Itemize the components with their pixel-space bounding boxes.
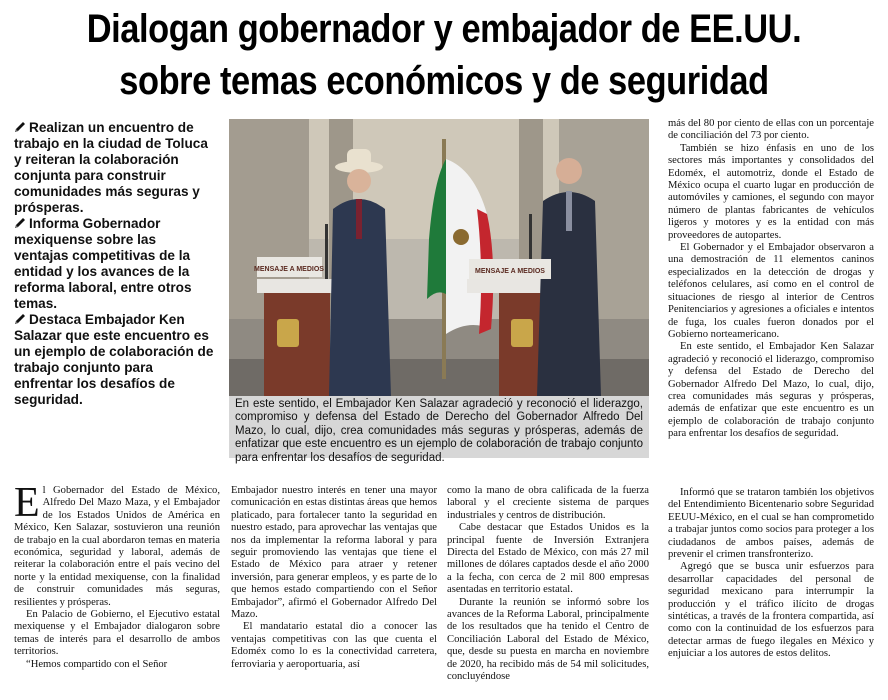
paragraph	[14, 480, 220, 609]
podium-sign-right: MENSAJE A MEDIOS	[475, 268, 545, 275]
pen-icon	[14, 217, 26, 229]
paragraph: También se hizo énfasis en uno de los sectores más importantes y consolidados del Edoméx, el automotriz, donde el Estado de México ocupa el cuarto lugar en producción de automóviles y camiones, el segundo con mayor número de plantas fabricantes de vehículos ligeros y motores y es la entidad con más proveedores de autopartes.	[668, 142, 874, 241]
paragraph: “Hemos compartido con el Señor	[26, 658, 168, 670]
pen-icon	[14, 313, 26, 325]
paragraph: Informó que se trataron también los objetivos del Entendimiento Bicentenario sobre Seguridad EEUU-México, en el cual se han comprometido a trabajar juntos como socios para proteger a los ciudadanos de ambos países, además de prevenir el crimen transfronterizo.	[668, 487, 874, 561]
highlight-text: Informa Gobernador mexiquense sobre las ventajas competitivas de la entidad y los avances de la reforma laboral, entre otros temas.	[14, 216, 192, 311]
highlight-item	[14, 216, 214, 312]
headline-line-1: Dialogan gobernador y embajador de EE.UU.	[86, 7, 802, 51]
article-photo	[229, 119, 649, 396]
paragraph: Embajador nuestro interés en tener una mayor comunicación en estas distintas áreas que hemos platicado, para fortalecer tanto la seguridad en nuestro estado, para aprovechar las ventajas que nos da implementar la reforma laboral y para seguir promoviendo las ventajas que tiene el Estado de México para atraer y retener inversión, para generar empleos, y es parte de lo que hemos estado compartiendo con el Señor Embajador”, afirmó el Gobernador Alfredo Del Mazo.	[231, 485, 437, 621]
photo-caption: En este sentido, el Embajador Ken Salazar agradeció y reconoció el liderazgo, compromiso y defensa del Estado de Derecho del Gobernador Alfredo Del Mazo, lo cual, dijo, crea comunidades más seguras y prósperas, además de enfatizar que este encuentro es un ejemplo de colaboración de trabajo conjunto para enfrentar los desafíos de seguridad.	[229, 396, 649, 458]
highlight-item	[14, 312, 214, 408]
paragraph: El mandatario estatal dio a conocer las ventajas competitivas con las que cuenta el Edoméx como lo es la conectividad carretera, ferroviaria y aeroportuaria, así	[231, 621, 437, 670]
highlight-item	[14, 120, 214, 216]
dropcap: E	[14, 480, 40, 526]
article-column-4-lower	[668, 487, 874, 661]
article-column-4	[668, 118, 874, 441]
article-column-3	[447, 485, 649, 684]
paragraph-text: l Gobernador del Estado de México, Alfredo Del Mazo Maza, y el Embajador de los Estados Unidos de América en México, Ken Salazar, sostuvieron una reunión de trabajo en la cual abordaron temas en materia económica, seguridad y laboral, además de reiterar la colaboración entre el país vecino del norte y la entidad mexiquense, con la finalidad de construir comunidades más seguras, resilientes y prósperas.	[14, 485, 220, 608]
paragraph: Durante la reunión se informó sobre los avances de la Reforma Laboral, principalmente de los resultados que ha tenido el Centro de Conciliación Laboral del Estado de México, que, desde su puesta en marcha en noviembre de 2020, ha recibido más de 54 mil solicitudes, concluyéndose	[447, 596, 649, 683]
paragraph: como la mano de obra calificada de la fuerza laboral y el creciente sistema de parques industriales y centros de distribución.	[447, 485, 649, 521]
paragraph: El Gobernador y el Embajador observaron a una demostración de 11 elementos caninos especializados en la detección de drogas y teléfonos celulares, así como en el control de situaciones de riesgo al interior de Centros Penitenciarios y agresiones a oficiales e intentos de fuga, los cuales fueron donados por el Gobierno norteamericano.	[668, 242, 874, 340]
paragraph: Agregó que se busca unir esfuerzos para desarrollar capacidades del personal de seguridad mexicano para interrumpir la producción y el tráfico ilícito de drogas sintéticas, a través de la frontera compartida, así como con la continuidad de los esfuerzos para detectar armas de fuego ilegales en México y enjuiciar a los autores de estos delitos.	[668, 561, 874, 660]
paragraph: más del 80 por ciento de ellas con un porcentaje de conciliación del 73 por ciento.	[668, 118, 874, 142]
highlight-text: Destaca Embajador Ken Salazar que este encuentro es un ejemplo de colaboración de trabajo conjunto para enfrentar los desafíos de seguridad.	[14, 312, 214, 407]
highlight-text: Realizan un encuentro de trabajo en la ciudad de Toluca y reiteran la colaboración conjunta para construir comunidades más seguras y prósperas.	[14, 120, 208, 215]
photo-scene	[229, 119, 649, 396]
paragraph: En este sentido, el Embajador Ken Salazar agradeció y reconoció el liderazgo, compromiso y defensa del Estado de Derecho del Gobernador Alfredo Del Mazo, lo cual, dijo, crea comunidades más seguras y prósperas, además de enfatizar que este encuentro es un ejemplo de colaboración de trabajo conjunto para enfrentar los desafíos de seguridad.	[668, 341, 874, 440]
article-column-1	[14, 480, 220, 671]
article-column-2	[231, 485, 437, 671]
paragraph: En Palacio de Gobierno, el Ejecutivo estatal mexiquense y el Embajador dialogaron sobre temas de interés para el desarrollo de ambos territorios.	[14, 609, 220, 658]
headline-line-2: sobre temas económicos y de seguridad	[119, 59, 769, 103]
headline	[0, 0, 888, 108]
pen-icon	[14, 121, 26, 133]
podium-sign-left: MENSAJE A MEDIOS	[254, 266, 324, 273]
highlights-list	[14, 120, 214, 408]
paragraph: Cabe destacar que Estados Unidos es la principal fuente de Inversión Extranjera Directa del Estado de México, con más 27 mil millones de dólares captados desde el año 2000 a la fecha, con cerca de 2 mil 800 empresas asentadas en territorio estatal.	[447, 522, 649, 596]
